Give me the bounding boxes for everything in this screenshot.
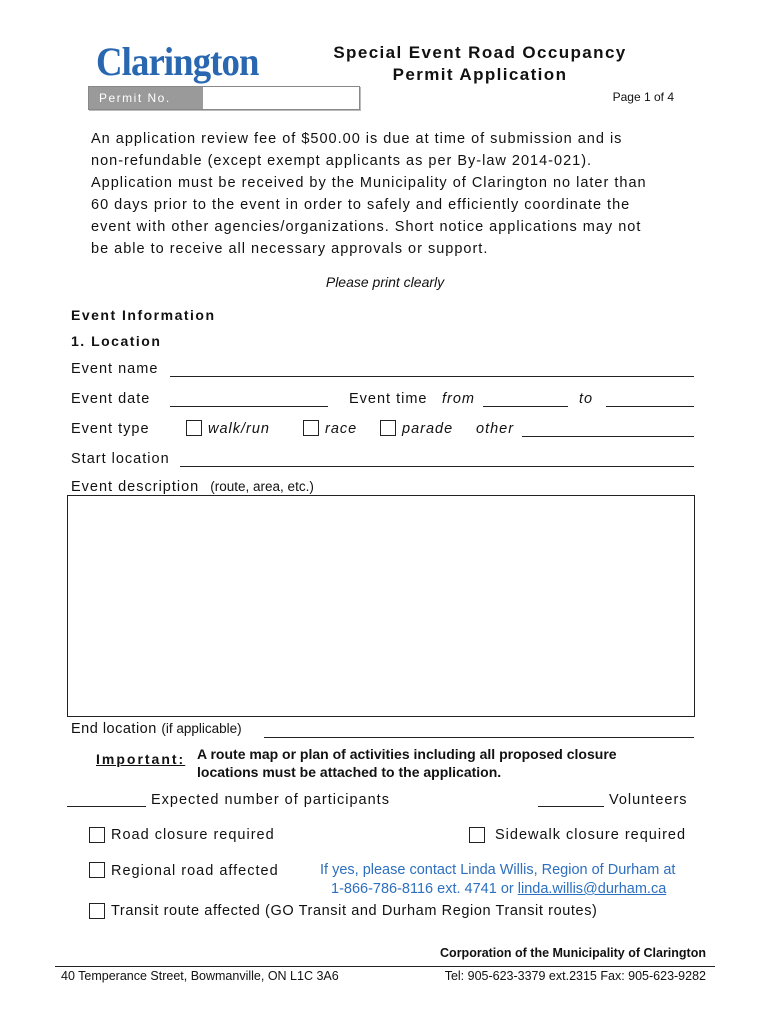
page-indicator: Page 1 of 4 xyxy=(612,90,674,104)
parade-option-label: parade xyxy=(402,421,454,437)
event-name-input[interactable] xyxy=(170,376,694,377)
event-name-label: Event name xyxy=(71,361,159,377)
event-description-hint: (route, area, etc.) xyxy=(210,479,314,494)
race-checkbox[interactable] xyxy=(303,420,319,436)
intro-line: 60 days prior to the event in order to safely and efficiently coordinate the xyxy=(91,197,631,213)
parade-checkbox[interactable] xyxy=(380,420,396,436)
intro-line: event with other agencies/organizations. Short notice applications may not xyxy=(91,219,642,235)
title-line-2: Permit Application xyxy=(392,65,568,84)
print-clearly-note: Please print clearly xyxy=(325,274,445,290)
end-location-label-text: End location xyxy=(71,721,157,737)
race-option-label: race xyxy=(325,421,358,437)
regional-contact-line-2 xyxy=(320,880,675,899)
regional-road-label: Regional road affected xyxy=(111,863,279,879)
permit-number-field[interactable] xyxy=(88,86,360,110)
intro-paragraph xyxy=(91,128,691,260)
transit-route-checkbox[interactable] xyxy=(89,903,105,919)
time-from-label: from xyxy=(442,391,475,407)
end-location-input[interactable] xyxy=(264,737,694,738)
event-type-other-input[interactable] xyxy=(522,436,694,437)
important-note-line: A route map or plan of activities including all proposed closure xyxy=(197,746,617,762)
sidewalk-closure-label: Sidewalk closure required xyxy=(495,827,687,843)
regional-road-checkbox[interactable] xyxy=(89,862,105,878)
intro-line: Application must be received by the Municipality of Clarington no later than xyxy=(91,175,647,191)
regional-contact-note xyxy=(320,861,675,899)
subsection-heading-location: 1. Location xyxy=(71,333,162,349)
expected-participants-label: Expected number of participants xyxy=(151,792,390,808)
regional-contact-email-link[interactable]: linda.willis@durham.ca xyxy=(517,881,667,897)
footer-address: 40 Temperance Street, Bowmanville, ON L1C 3A6 xyxy=(61,969,339,983)
walk-run-checkbox[interactable] xyxy=(186,420,202,436)
title-line-1: Special Event Road Occupancy xyxy=(333,43,627,62)
event-date-input[interactable] xyxy=(170,406,328,407)
event-description-textarea[interactable] xyxy=(67,495,695,717)
regional-contact-line: If yes, please contact Linda Willis, Region of Durham at xyxy=(320,862,676,878)
volunteers-label: Volunteers xyxy=(609,792,688,808)
other-option-label: other xyxy=(476,421,515,437)
important-note-line: locations must be attached to the application. xyxy=(197,764,502,780)
end-location-hint: (if applicable) xyxy=(161,721,242,736)
footer-divider xyxy=(55,966,715,967)
expected-participants-input[interactable] xyxy=(67,806,146,807)
intro-line: An application review fee of $500.00 is due at time of submission and is xyxy=(91,131,623,147)
event-type-label: Event type xyxy=(71,421,150,437)
event-date-label: Event date xyxy=(71,391,151,407)
permit-number-label: Permit No. xyxy=(89,87,203,109)
intro-line: be able to receive all necessary approvals or support. xyxy=(91,241,489,257)
event-description-label-text: Event description xyxy=(71,479,200,495)
event-time-to-input[interactable] xyxy=(606,406,694,407)
important-label: Important: xyxy=(96,751,186,767)
event-time-label: Event time xyxy=(349,391,428,407)
end-location-label xyxy=(71,721,242,737)
volunteers-input[interactable] xyxy=(538,806,604,807)
time-to-label: to xyxy=(579,391,594,407)
road-closure-label: Road closure required xyxy=(111,827,275,843)
regional-contact-phone: 1-866-786-8116 ext. 4741 or xyxy=(331,881,514,897)
footer-phone-fax: Tel: 905-623-3379 ext.2315 Fax: 905-623-9282 xyxy=(444,969,706,983)
start-location-label: Start location xyxy=(71,451,170,467)
start-location-input[interactable] xyxy=(180,466,694,467)
event-time-from-input[interactable] xyxy=(483,406,568,407)
walk-run-option-label: walk/run xyxy=(208,421,270,437)
clarington-logo: Clarington xyxy=(96,39,259,84)
transit-route-label: Transit route affected (GO Transit and Durham Region Transit routes) xyxy=(111,903,598,919)
event-description-label xyxy=(71,479,314,495)
road-closure-checkbox[interactable] xyxy=(89,827,105,843)
section-heading-event-information: Event Information xyxy=(71,307,216,323)
page-title xyxy=(300,42,660,86)
important-note xyxy=(197,745,677,781)
footer-corporation: Corporation of the Municipality of Clarington xyxy=(440,946,706,960)
intro-line: non-refundable (except exempt applicants as per By-law 2014-021). xyxy=(91,153,593,169)
sidewalk-closure-checkbox[interactable] xyxy=(469,827,485,843)
